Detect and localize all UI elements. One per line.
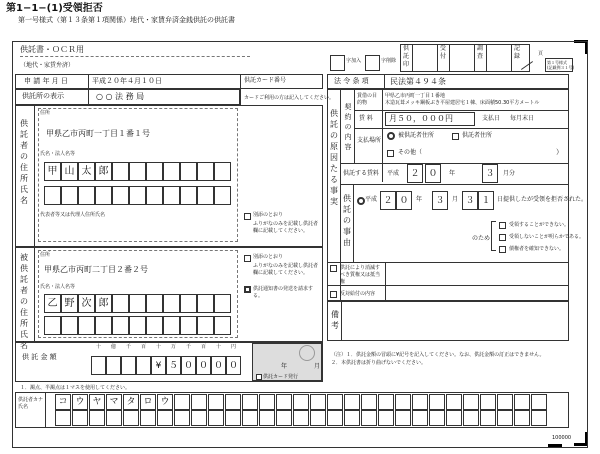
notice-request-checkbox[interactable] — [244, 286, 251, 293]
cause-year-unit: 年 — [416, 196, 423, 203]
depositee-name-cell[interactable] — [146, 294, 163, 313]
remarks-box — [327, 301, 569, 341]
rent-due-month-cell[interactable]: ３ — [482, 164, 498, 183]
counter-label: 反対給付の内容 — [340, 291, 376, 297]
furigana-cell[interactable] — [310, 410, 326, 426]
depositor-name-cell[interactable] — [44, 186, 61, 205]
due-label: 支払日 — [482, 115, 501, 122]
seal-label: 供託印 — [402, 45, 409, 68]
page-label: 頁 — [538, 51, 544, 57]
rent-value[interactable]: 月５０，０００円 — [389, 114, 453, 123]
furigana-cell[interactable] — [361, 394, 377, 410]
depositor-name-cell[interactable] — [78, 186, 95, 205]
cause-opt3-checkbox[interactable] — [499, 246, 506, 253]
depositor-label: 供託者の住所氏名 — [20, 119, 28, 205]
depositor-name-cell[interactable] — [112, 162, 129, 181]
amount-unit-label: 千 — [126, 344, 132, 350]
amount-unit-label: 十 — [156, 344, 162, 350]
furigana-cell[interactable] — [174, 410, 190, 426]
pay-place-other-label: その他（ — [398, 149, 423, 156]
cause-date-cell[interactable]: １ — [478, 191, 494, 210]
pledge-checkbox[interactable] — [330, 265, 337, 272]
furigana-cell[interactable] — [514, 410, 530, 426]
amount-unit-label: 百 — [201, 344, 207, 350]
del-char-label: 字削除 — [381, 58, 397, 64]
record-label: 記録 — [513, 45, 520, 60]
amount-unit-label: 十 — [96, 344, 102, 350]
furigana-cell[interactable] — [344, 394, 360, 410]
divider — [20, 56, 250, 57]
furigana-cell[interactable] — [72, 410, 88, 426]
amount-digit-cell[interactable]: ５ — [166, 356, 181, 375]
depositee-name-cell[interactable] — [163, 316, 180, 335]
depositee-name-cell[interactable] — [61, 316, 78, 335]
form-code: 100000 — [552, 435, 572, 441]
depositee-attached-label: 別添のとおり — [253, 254, 284, 260]
depositee-name-cell[interactable] — [112, 294, 129, 313]
check-label: 調査 — [476, 45, 483, 60]
furigana-cell[interactable] — [378, 394, 394, 410]
office-label: 供託所の表示 — [22, 92, 64, 100]
amount-digit-cell[interactable] — [121, 356, 136, 375]
depositee-name-cell[interactable] — [197, 294, 214, 313]
due-value[interactable]: 毎月末日 — [510, 115, 535, 122]
amount-digit-cell[interactable]: ０ — [181, 356, 196, 375]
furigana-cell[interactable] — [497, 394, 513, 410]
furigana-cell[interactable] — [327, 410, 343, 426]
depositee-name-cell[interactable] — [214, 294, 231, 313]
add-char-box[interactable] — [330, 55, 345, 71]
rent-due-month-unit: 月分 — [503, 170, 516, 177]
depositor-name-cell[interactable] — [214, 186, 231, 205]
cause-opt1-label: 受領することができない。 — [509, 222, 570, 228]
furigana-cell[interactable]: ロ — [140, 394, 156, 410]
furigana-cell[interactable] — [310, 394, 326, 410]
pledge-label: 供託により消滅すべき質権又は抵当権 — [340, 265, 381, 285]
furigana-cell[interactable] — [497, 410, 513, 426]
depositor-name-cell[interactable]: 郎 — [95, 162, 112, 181]
furigana-cell[interactable] — [327, 394, 343, 410]
furigana-cell[interactable] — [225, 410, 241, 426]
furigana-cell[interactable] — [55, 410, 71, 426]
furigana-cell[interactable]: ウ — [157, 394, 173, 410]
depositee-label: 被供託者の住所氏名 — [20, 253, 28, 350]
depositee-name-cell[interactable] — [146, 316, 163, 335]
page-subtitle: 第一号様式（第１３条第１項関係）地代・家賃弁済金銭供託の供託書 — [18, 16, 235, 24]
pay-place-depositor-label: 供託者住所 — [462, 132, 493, 139]
depositor-name-cell[interactable]: 甲 — [44, 162, 61, 181]
cause-date-cell[interactable]: ３ — [462, 191, 478, 210]
application-date-label: 申 請 年 月 日 — [24, 77, 68, 85]
amount-digit-cell[interactable]: ０ — [226, 356, 241, 375]
furigana-cell[interactable] — [106, 410, 122, 426]
cause-month-unit: 月 — [452, 196, 459, 203]
notes: （注）１．供託金額の冒頭に¥記号を記入してください。なお、供託金額の訂正はできません。 ２．本供託書は折り曲げないでください。 — [331, 352, 545, 366]
lease-value[interactable]: 甲県乙市丙町一丁目１番地 木造瓦葺メッキ鋼板ぶき平屋建居宅１棟、床面積50.30平方メートル — [385, 93, 540, 106]
remarks-label: 備考 — [331, 310, 339, 330]
furigana-cell[interactable] — [429, 410, 445, 426]
depositor-name-cell[interactable] — [129, 162, 146, 181]
depositor-name-cell[interactable] — [214, 162, 231, 181]
depositor-attached-label: 別添のとおり — [253, 212, 284, 218]
cause-era: 平成 — [365, 196, 378, 203]
furigana-cell[interactable] — [208, 410, 224, 426]
contract-label: 契約の内容 — [344, 103, 352, 151]
amount-label: 供 託 金 額 — [22, 353, 57, 361]
amount-digit-cell[interactable] — [106, 356, 121, 375]
furigana-cell[interactable] — [242, 410, 258, 426]
depositor-name-cell[interactable] — [197, 186, 214, 205]
depositee-name-cell[interactable] — [44, 316, 61, 335]
depositor-address[interactable]: 甲県乙市丙町一丁目１番１号 — [46, 129, 150, 138]
furigana-cell[interactable] — [344, 410, 360, 426]
depositor-attached-note: ふりがなのみを記載し供託者欄に記載してください。 — [253, 221, 319, 234]
cause-text: 日提供したが受領を拒否された。 — [497, 196, 588, 203]
add-char-label: 字加入 — [346, 58, 362, 64]
cause-opt2-checkbox[interactable] — [499, 234, 506, 241]
amount-digit-cell[interactable] — [91, 356, 106, 375]
amount-unit-label: 千 — [186, 344, 192, 350]
depositee-name-cell[interactable] — [180, 316, 197, 335]
depositor-name-cell[interactable] — [163, 162, 180, 181]
pay-place-depositee-radio[interactable] — [387, 132, 395, 140]
depositee-attached-checkbox[interactable] — [244, 255, 251, 262]
amount-unit-label: 十 — [216, 344, 222, 350]
rent-due-year-cell[interactable]: ２ — [407, 164, 423, 183]
law-value[interactable]: 民法第４９４条 — [390, 77, 446, 86]
depositee-name-cell[interactable]: 郎 — [95, 294, 112, 313]
depositor-attached-checkbox[interactable] — [244, 213, 251, 220]
amount-digit-cell[interactable]: ¥ — [151, 356, 166, 375]
depositee-address-label: 住所 — [40, 252, 51, 258]
furigana-cell[interactable] — [480, 394, 496, 410]
furigana-cell[interactable]: ウ — [72, 394, 88, 410]
furigana-cell[interactable] — [259, 394, 275, 410]
depositor-name-cell[interactable] — [146, 162, 163, 181]
cause-date-cell[interactable]: ２ — [380, 191, 396, 210]
depositor-name-cell[interactable]: 山 — [61, 162, 78, 181]
del-char-box[interactable] — [365, 55, 380, 71]
furigana-cell[interactable] — [412, 394, 428, 410]
cause-date-cell[interactable]: ０ — [396, 191, 412, 210]
rent-due-label: 供託する賃料 — [343, 170, 380, 177]
depositee-name-cell[interactable] — [112, 316, 129, 335]
rent-due-year-unit: 年 — [449, 170, 456, 177]
amount-unit-label: 億 — [111, 344, 117, 350]
furigana-cell[interactable] — [463, 394, 479, 410]
card-number-label: 供託カード番号 — [244, 77, 287, 84]
furigana-label: 供託者カナ氏名 — [18, 397, 44, 410]
furigana-cell[interactable] — [446, 394, 462, 410]
depositee-attached-note: ふりがなのみを記載し供託者欄に記載してください。 — [253, 263, 319, 276]
furigana-cell[interactable]: コ — [55, 394, 71, 410]
paren-close: ） — [556, 148, 563, 156]
furigana-cell[interactable] — [446, 410, 462, 426]
cause-label: 供託の原因たる事実 — [330, 109, 338, 206]
depositee-name-cell[interactable] — [95, 316, 112, 335]
furigana-cell[interactable] — [463, 410, 479, 426]
furigana-cell[interactable] — [395, 394, 411, 410]
depositee-name-cell[interactable]: 野 — [61, 294, 78, 313]
furigana-cell[interactable] — [174, 394, 190, 410]
furigana-cell[interactable] — [242, 394, 258, 410]
amount-digit-cell[interactable]: ０ — [211, 356, 226, 375]
furigana-cell[interactable] — [480, 410, 496, 426]
depositor-name-cell[interactable] — [180, 186, 197, 205]
application-date-value[interactable]: 平成２０年４月１０日 — [92, 77, 162, 85]
law-label: 法 令 条 項 — [334, 77, 369, 85]
furigana-cell[interactable] — [225, 394, 241, 410]
depositor-rep-label: 代表者等又は代理人住所氏名 — [40, 212, 106, 218]
depositor-name-cell[interactable]: 太 — [78, 162, 95, 181]
depositor-name-cell[interactable] — [180, 162, 197, 181]
depositee-name-cell[interactable] — [214, 316, 231, 335]
furigana-cell[interactable] — [361, 410, 377, 426]
pay-place-depositor-checkbox[interactable] — [452, 133, 459, 140]
furigana-cell[interactable] — [259, 410, 275, 426]
depositee-name-cell[interactable] — [129, 316, 146, 335]
furigana-cell[interactable] — [378, 410, 394, 426]
furigana-cell[interactable] — [395, 410, 411, 426]
depositor-name-cell[interactable] — [129, 186, 146, 205]
amount-digit-cell[interactable]: ０ — [196, 356, 211, 375]
depositee-name-cell[interactable]: 乙 — [44, 294, 61, 313]
furigana-cell[interactable] — [276, 410, 292, 426]
notice-request-label: 供託通知書の発送を請求する。 — [253, 286, 314, 299]
cause-opt3-label: 債権者を確知できない。 — [509, 246, 565, 252]
card-number-note: カードご利用の方は記入してください。 — [244, 95, 335, 101]
lease-label: 賃借の目的物 — [357, 93, 378, 106]
furigana-cell[interactable] — [157, 410, 173, 426]
depositor-name-cell[interactable] — [163, 186, 180, 205]
counter-checkbox[interactable] — [330, 291, 337, 298]
pay-place-other-checkbox[interactable] — [387, 150, 394, 157]
furigana-cell[interactable] — [276, 394, 292, 410]
furigana-cell[interactable] — [191, 410, 207, 426]
depositor-name-cell[interactable] — [112, 186, 129, 205]
amount-digit-cell[interactable] — [136, 356, 151, 375]
rent-due-era: 平成 — [387, 170, 400, 177]
depositor-name-label: 氏名・法人名等 — [40, 151, 76, 157]
depositee-name-label: 氏名・法人名等 — [40, 284, 76, 290]
depositor-name-cell[interactable] — [146, 186, 163, 205]
depositee-name-cell[interactable] — [129, 294, 146, 313]
furigana-cell[interactable] — [140, 410, 156, 426]
furigana-note: １．濁点、半濁点は１マスを使用してください。 — [20, 385, 131, 391]
card-issue-checkbox[interactable] — [256, 374, 262, 380]
furigana-cell[interactable] — [208, 394, 224, 410]
furigana-cell[interactable] — [429, 394, 445, 410]
depositor-address-label: 住所 — [40, 110, 51, 116]
cause-reason-label: 供託の事由 — [343, 194, 351, 247]
cause-opt2-label: 受領しないことが明らかである。 — [509, 234, 585, 240]
furigana-cell[interactable] — [89, 410, 105, 426]
furigana-cell[interactable]: マ — [106, 394, 122, 410]
depositee-name-cell[interactable] — [163, 294, 180, 313]
card-issue-label: 供託カード発行 — [263, 374, 299, 380]
amount-unit-label: 円 — [231, 344, 237, 350]
furigana-cell[interactable] — [191, 394, 207, 410]
pay-place-depositee-label: 被供託者住所 — [398, 132, 435, 139]
amount-unit-label: 万 — [171, 344, 177, 350]
depositee-address[interactable]: 甲県乙市丙町二丁目２番２号 — [44, 265, 148, 274]
form-name: 供託書・ＯＣＲ用 — [20, 45, 84, 54]
office-value[interactable]: ○ ○ 法 務 局 — [96, 92, 145, 101]
card-issue-year: 年 — [281, 363, 288, 370]
rent-due-year-cell[interactable]: ０ — [425, 164, 441, 183]
cause-date-cell[interactable]: ３ — [432, 191, 448, 210]
depositor-name-cell[interactable] — [61, 186, 78, 205]
furigana-cell[interactable] — [123, 410, 139, 426]
cause-option-prefix: のため — [472, 235, 491, 242]
card-issue-month: 月 — [314, 363, 321, 370]
form-category: （地代・家賃弁済） — [20, 62, 75, 69]
depositee-name-cell[interactable]: 次 — [78, 294, 95, 313]
depositee-name-cell[interactable] — [78, 316, 95, 335]
depositee-name-cell[interactable] — [180, 294, 197, 313]
depositor-name-cell[interactable] — [95, 186, 112, 205]
cause-era-radio[interactable] — [357, 197, 365, 205]
rent-label: 賃 料 — [359, 115, 373, 122]
page-title: 第1−1−(1)受領拒否 — [6, 3, 103, 14]
furigana-cell[interactable] — [531, 410, 547, 426]
furigana-cell[interactable] — [412, 410, 428, 426]
furigana-cell[interactable]: タ — [123, 394, 139, 410]
furigana-cell[interactable] — [293, 410, 309, 426]
receipt-label: 受付 — [439, 45, 446, 60]
depositor-name-cell[interactable] — [197, 162, 214, 181]
furigana-cell[interactable]: ヤ — [89, 394, 105, 410]
page-ref: 第１号様式 (記載例３１号) — [547, 60, 575, 70]
amount-unit-label: 百 — [141, 344, 147, 350]
furigana-cell[interactable] — [514, 394, 530, 410]
pay-place-label: 支払場所 — [357, 137, 382, 144]
cause-opt1-checkbox[interactable] — [499, 222, 506, 229]
furigana-cell[interactable] — [531, 394, 547, 410]
depositee-name-cell[interactable] — [197, 316, 214, 335]
furigana-cell[interactable] — [293, 394, 309, 410]
